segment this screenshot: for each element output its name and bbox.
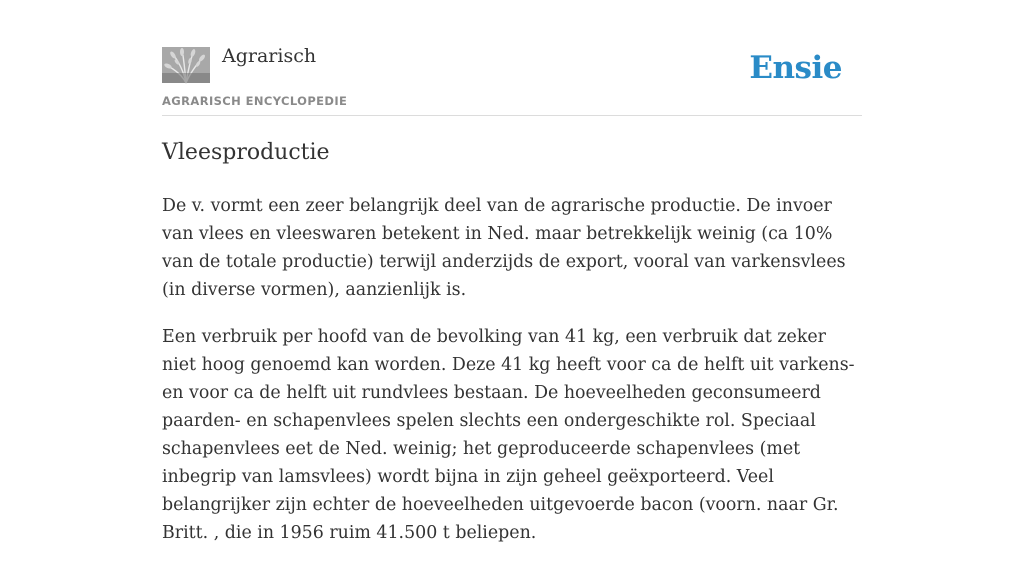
page-title: Vleesproductie <box>162 140 330 165</box>
brand-logo[interactable]: Ensie <box>749 50 842 86</box>
wheat-icon[interactable] <box>162 47 210 83</box>
content-container <box>162 0 862 543</box>
source-name[interactable]: Agrarisch <box>222 45 317 67</box>
source-subtitle[interactable]: AGRARISCH ENCYCLOPEDIE <box>162 94 348 108</box>
paragraph: Een verbruik per hoofd van de bevolking van 41 kg, een verbruik dat zeker niet hoog genoemd kan worden. Deze 41 kg heeft voor ca de helft uit varkens- en voor ca de helft uit rundvlees bestaan. De hoeveelheden geconsumeerd paarden- en schapenvlees spelen slechts een ondergeschikte rol. Speciaal schapenvlees eet de Ned. weinig; het geproduceerde schapenvlees (met inbegrip van lamsvlees) wordt bijna in zijn geheel geëxporteerd. Veel belangrijker zijn echter de hoeveelheden uitgevoerde bacon (voorn. naar Gr. Britt. , die in 1956 ruim 41.500 t beliepen. <box>162 327 855 543</box>
article-body <box>162 192 862 566</box>
paragraph: De v. vormt een zeer belangrijk deel van de agrarische productie. De invoer van vlees en vleeswaren betekent in Ned. maar betrekkelijk weinig (ca 10% van de totale productie) terwijl anderzijds de export, vooral van varkensvlees (in diverse vormen), aanzienlijk is. <box>162 196 846 300</box>
header <box>162 0 862 116</box>
